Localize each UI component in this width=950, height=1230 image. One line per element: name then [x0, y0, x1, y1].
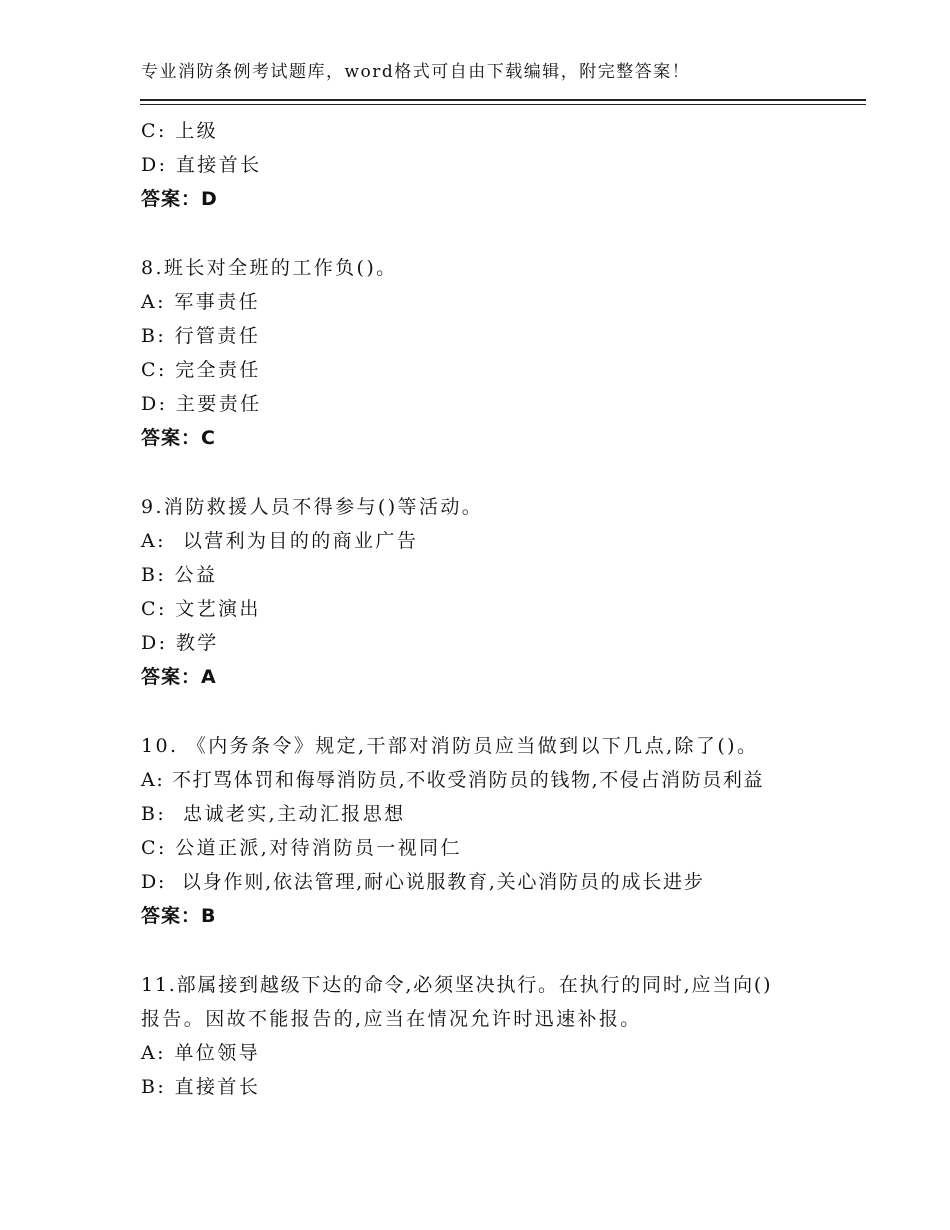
option-letter: A:	[141, 291, 166, 313]
option-text: 教学	[175, 632, 219, 654]
option-text: 完全责任	[175, 359, 261, 381]
option-text: 文艺演出	[175, 598, 261, 620]
option-text: 上级	[175, 120, 219, 142]
question-10-option-b	[141, 801, 406, 827]
question-9-option-a	[141, 528, 418, 554]
question-8-option-c	[141, 357, 261, 383]
option-text: 直接首长	[174, 1076, 261, 1098]
question-8-option-b	[141, 323, 260, 349]
option-letter: A:	[141, 530, 166, 552]
option-letter: B:	[141, 325, 167, 347]
option-letter: C:	[141, 120, 167, 142]
question-9-option-b	[141, 562, 217, 588]
option-letter: D:	[141, 632, 168, 654]
option-letter: B:	[141, 564, 167, 586]
option-letter: C:	[141, 598, 167, 620]
option-text: 不打骂体罚和侮辱消防员,不收受消防员的钱物,不侵占消防员利益	[171, 769, 765, 791]
question-8-stem: 8.班长对全班的工作负()。	[141, 257, 398, 279]
option-text: 直接首长	[175, 154, 262, 176]
option-letter: A:	[141, 769, 165, 791]
question-9-option-d	[141, 630, 219, 656]
option-letter: D:	[141, 154, 168, 176]
question-10-stem: 10. 《内务条令》规定,干部对消防员应当做到以下几点,除了()。	[141, 735, 759, 757]
option-letter: C:	[141, 837, 167, 859]
question-11-option-a	[141, 1040, 260, 1066]
option-letter: B:	[141, 1076, 167, 1098]
question-11-option-b	[141, 1074, 260, 1100]
page-header: 专业消防条例考试题库，word格式可自由下载编辑，附完整答案！	[141, 62, 691, 82]
question-10-option-a	[141, 767, 764, 793]
prev-answer: 答案：D	[141, 188, 218, 210]
option-letter: D:	[141, 871, 167, 893]
question-11-stem-line-2: 报告。因故不能报告的,应当在情况允许时迅速补报。	[141, 1008, 642, 1030]
option-text: 忠诚老实,主动汇报思想	[174, 803, 406, 825]
option-text: 以身作则,依法管理,耐心说服教育,关心消防员的成长进步	[174, 871, 705, 893]
question-9-stem: 9.消防救援人员不得参与()等活动。	[141, 496, 484, 518]
option-text: 单位领导	[174, 1042, 260, 1064]
option-text: 以营利为目的的商业广告	[174, 530, 419, 552]
option-letter: C:	[141, 359, 167, 381]
question-10-option-c	[141, 835, 462, 861]
question-9-answer: 答案：A	[141, 666, 217, 688]
prev-option-d	[141, 152, 262, 178]
option-text: 公道正派,对待消防员一视同仁	[175, 837, 462, 859]
question-8-option-a	[141, 289, 260, 315]
option-letter: D:	[141, 393, 168, 415]
option-text: 行管责任	[174, 325, 261, 347]
question-10-option-d	[141, 869, 705, 895]
option-letter: B:	[141, 803, 167, 825]
question-9-option-c	[141, 596, 261, 622]
header-divider-thick	[140, 99, 866, 101]
option-text: 主要责任	[175, 393, 262, 415]
option-letter: A:	[141, 1042, 166, 1064]
question-8-option-d	[141, 391, 262, 417]
question-10-answer: 答案：B	[141, 905, 217, 927]
header-divider-thin	[140, 104, 866, 105]
question-11-stem-line-1: 11.部属接到越级下达的命令,必须坚决执行。在执行的同时,应当向()	[141, 974, 773, 996]
option-text: 公益	[174, 564, 218, 586]
question-8-answer: 答案：C	[141, 427, 216, 449]
option-text: 军事责任	[174, 291, 260, 313]
prev-option-c	[141, 118, 218, 144]
